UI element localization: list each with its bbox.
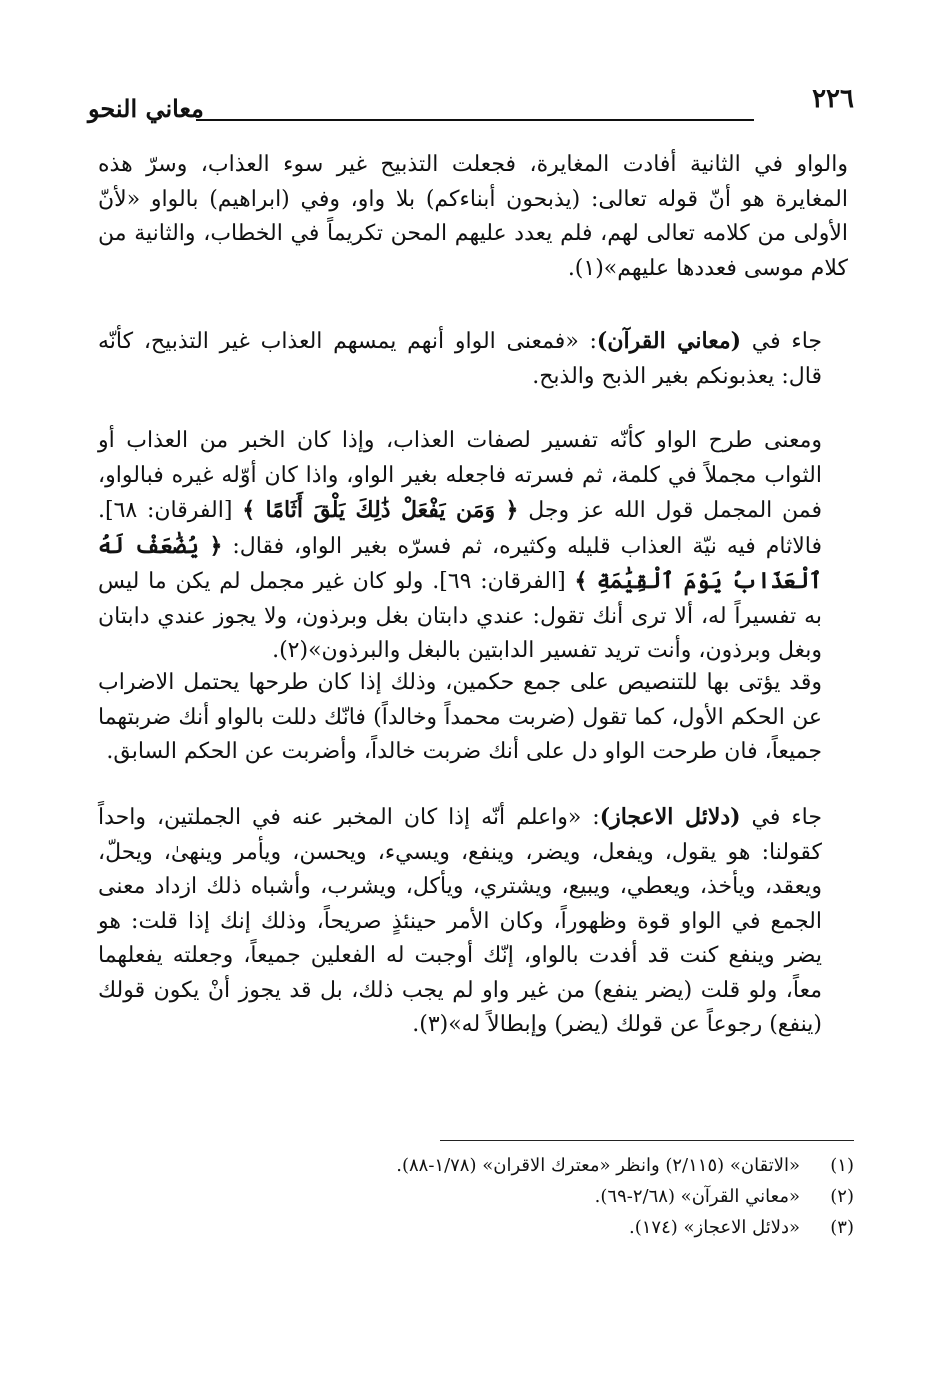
paragraph-4: وقد يؤتى بها للتنصيص على جمع حكمين، وذلك إذا كان طرحها يحتمل الاضراب عن الحكم الأول، كما تقول (ضربت محمداً وخالداً) فانّك دللت بالواو أنك ضربتهما جميعاً، فان طرحت الواو دل على أنك ضربت خالداً، وأضربت عن الحكم السابق. <box>98 670 822 764</box>
footnote-3 <box>94 1212 854 1243</box>
page-header <box>88 78 854 138</box>
paragraph-3 <box>98 424 848 666</box>
footnote-number: (٣) <box>830 1217 854 1238</box>
paragraph-3-part-a: ومعنى طرح الواو كأنّه تفسير لصفات العذاب، وإذا كان الخبر من العذاب أو الثواب مجملاً في كلمة، ثم فسرته فاجعله بغير الواو، واذا كان أوّله غيره فبالواو، فمن المجمل قول الله عز وجل <box>98 428 822 523</box>
paragraph-2-intro: جاء في <box>741 329 822 354</box>
page-number: ٢٢٦ <box>812 84 854 114</box>
footnote-2 <box>94 1181 854 1212</box>
paragraph-2-quote: : «فمعنى الواو أنهم يمسهم العذاب غير التذبيح، كأنّه قال: يعذبونكم بغير الذبح والذبح. <box>98 329 822 389</box>
quran-verse-2: ﴿ يُضَٰعَفْ لَهُ ٱلْعَذَابُ يَوْمَ ٱلْقِيَٰمَةِ ﴾ <box>98 532 823 594</box>
running-title: معاني النحو <box>88 94 204 123</box>
footnote-separator <box>440 1140 854 1141</box>
footnote-number: (١) <box>830 1155 854 1176</box>
paragraph-3-part-b: [الفرقان: ٦٨]. فالاثام فيه نيّة العذاب قليله وكثيره، ثم فسرّه بغير الواو، فقال: <box>98 498 822 559</box>
quran-verse-1: ﴿ وَمَن يَفْعَلْ ذَٰلِكَ يَلْقَ أَثَامًا ﴾ <box>242 497 519 523</box>
source-title-maani-alquran: (معاني القرآن) <box>596 328 742 354</box>
footnote-text: «الاتقان» (٢/١١٥) وانظر «معترك الاقران» (١/٧٨-٨٨). <box>396 1155 800 1176</box>
footnote-1 <box>94 1150 854 1181</box>
paragraph-5 <box>98 800 848 1043</box>
footnote-number: (٢) <box>830 1186 854 1207</box>
main-text <box>98 148 848 1043</box>
header-rule <box>196 119 754 121</box>
paragraph-1: والواو في الثانية أفادت المغايرة، فجعلت التذبيح غير سوء العذاب، وسرّ هذه المغايرة هو أنّ قوله تعالى: (يذبحون أبناءكم) بلا واو، وفي (ابراهيم) بالواو «لأنّ الأولى من كلامه تعالى لهم، فلم يعدد عليهم المحن تكريماً في الخطاب، والثانية من كلام موسى فعددها عليهم»(١). <box>98 152 848 281</box>
source-title-dalail-aliijaz: (دلائل الاعجاز) <box>599 804 741 830</box>
paragraph-5-intro: جاء في <box>740 805 822 830</box>
footnote-text: «دلائل الاعجاز» (١٧٤). <box>629 1217 800 1238</box>
footnotes <box>94 1150 854 1243</box>
paragraph-2 <box>98 324 848 424</box>
paragraph-5-quote: : «واعلم أنّه إذا كان المخبر عنه في الجملتين، واحداً كقولنا: هو يقول، ويفعل، ويضر، وينفع، ويسيء، ويحسن، ويأمر وينهىٰ، ويحلّ، ويعقد، ويأخذ، ويعطي، ويبيع، ويشتري، ويأكل، ويشرب، وأشباه ذلك ازداد معنى الجمع في الواو قوة وظهوراً، وكان الأمر حينئذٍ صريحاً، وذلك إنك إذا قلت: هو يضر وينفع كنت قد أفدت بالواو، إنّك أوجبت له الفعلين جميعاً، وجعلته يفعلهما معاً، ولو قلت (يضر ينفع) من غير واو لم يجب ذلك، بل قد يجوز أنْ يكون قولك (ينفع) رجوعاً عن قولك (يضر) وإبطالاً له»(٣). <box>98 805 822 1037</box>
paragraph-3-part-c: [الفرقان: ٦٩]. ولو كان غير مجمل لم يكن ما ليس به تفسيراً له، ألا ترى أنك تقول: عندي دابتان بغل وبرذون، ولا يجوز عندي دابتان وبغل وبرذون، وأنت تريد تفسير الدابتين بالبغل والبرذون»(٢). <box>98 569 822 663</box>
footnote-text: «معاني القرآن» (٢/٦٨-٦٩). <box>594 1186 800 1207</box>
